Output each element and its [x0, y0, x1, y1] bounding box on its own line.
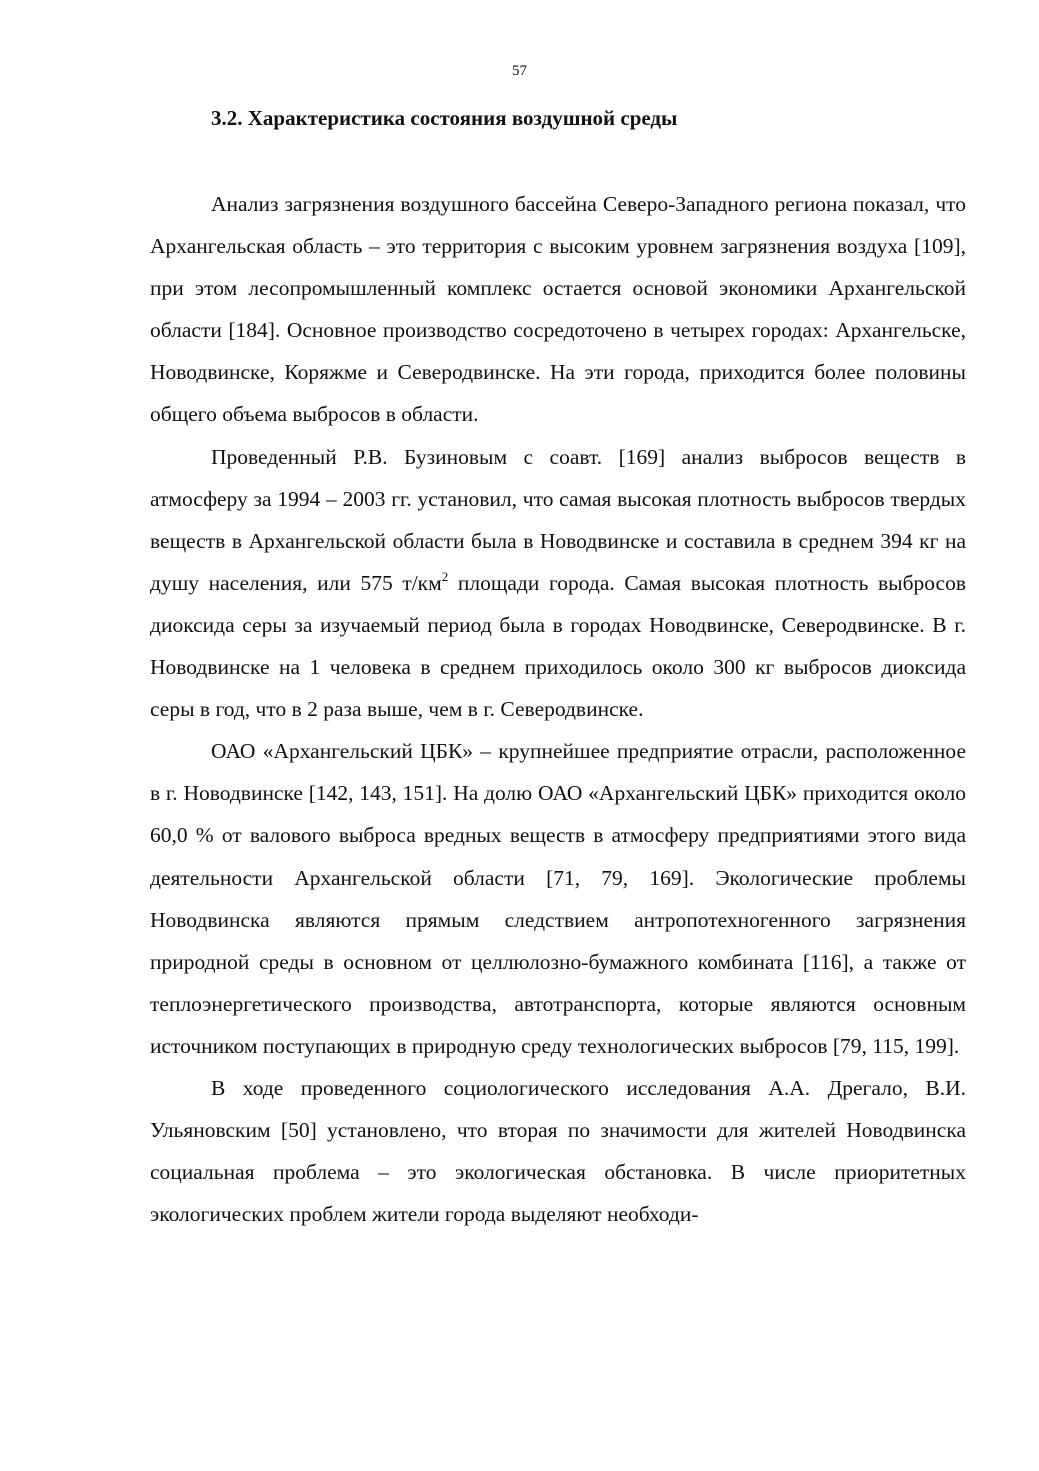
paragraph-emissions-density [150, 436, 966, 731]
paragraph-air-pollution-analysis: Анализ загрязнения воздушного бассейна Северо-Западного региона показал, что Архангельская область – это территория с высоким уровнем загрязнения воздуха [109], при этом лесопромышленный комплекс остается основой экономики Архангельской области [184]. Основное производство сосредоточено в четырех городах: Архангельске, Новодвинске, Коряжме и Северодвинске. На эти города, приходится более половины общего объема выбросов в области. [150, 192, 966, 427]
paragraph-arkhangelsk-pulp-mill: ОАО «Архангельский ЦБК» – крупнейшее предприятие отрасли, расположенное в г. Новодвинске [142, 143, 151]. На долю ОАО «Архангельский ЦБК» приходится около 60,0 % от валового выброса вредных веществ в атмосферу предприятиями этого вида деятельности Архангельской области [71, 79, 169]. Экологические проблемы Новодвинска являются прямым следствием антропотехногенного загрязнения природной среды в основном от целлюлозно-бумажного комбината [116], а также от теплоэнергетического производства, автотранспорта, которые являются основным источником поступающих в природную среду технологических выбросов [79, 115, 199]. [150, 739, 966, 1058]
paragraph-sociological-study: В ходе проведенного социологического исследования А.А. Дрегало, В.И. Ульяновским [50] установлено, что вторая по значимости для жителей Новодвинска социальная проблема – это экологическая обстановка. В числе приоритетных экологических проблем жители города выделяют необходи- [150, 1075, 966, 1227]
body-text [150, 183, 966, 1235]
superscript-squared: 2 [441, 568, 449, 584]
section-heading: 3.2. Характеристика состояния воздушной среды [211, 106, 678, 130]
page-number: 57 [512, 63, 527, 79]
paragraph-emissions-density-text-1: Проведенный Р.В. Бузиновым с соавт. [169] анализ выбросов веществ в атмосферу за 1994 – 2003 гг. установил, что самая высокая плотность выбросов твердых веществ в Архангельской области была в Новодвинске и составила в среднем 394 кг на душу населения, или 575 т/км [150, 444, 966, 595]
paragraph-emissions-density-text-2: площади города. Самая высокая плотность выбросов диоксида серы за изучаемый период была в городах Новодвинске, Северодвинске. В г. Новодвинске на 1 человека в среднем приходилось около 300 кг выбросов диоксида серы в год, что в 2 раза выше, чем в г. Северодвинске. [150, 570, 966, 722]
